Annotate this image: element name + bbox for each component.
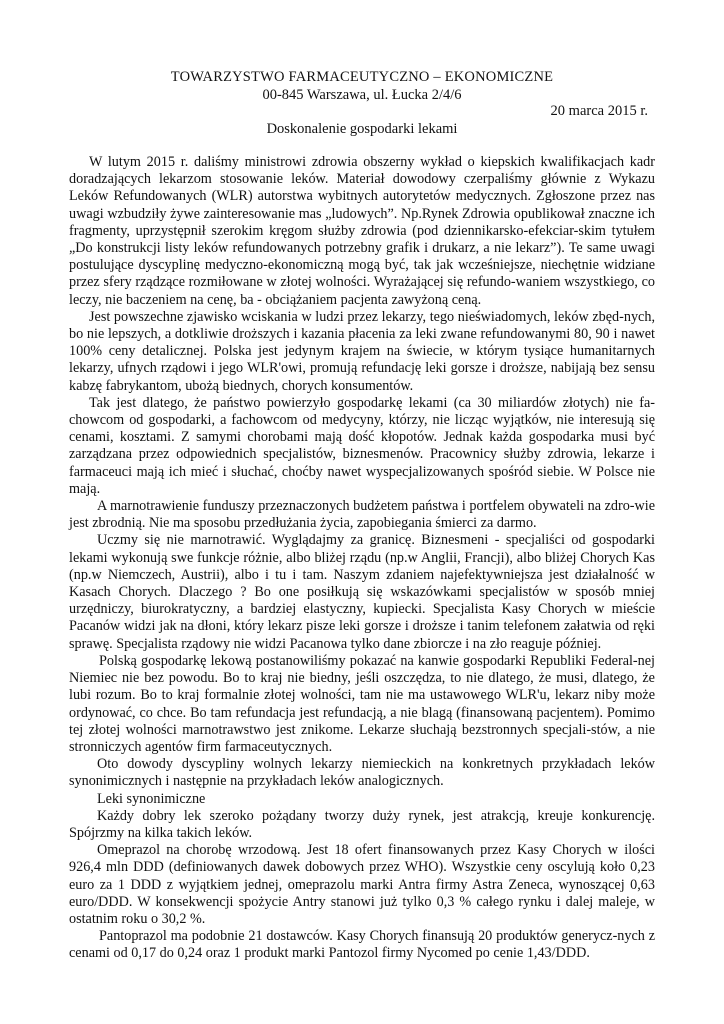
- paragraph-unnecessary-drugs: Jest powszechne zjawisko wciskania w ludzi przez lekarzy, tego nieświadomych, leków zbęd-nych, bo nie lepszych, a dotkliwie droższych i kazania płacenia za leki zwane refundowanymi 80, 90 i nawet 100% ceny detalicznej. Polska jest jedynym krajem na świecie, w którym tysiące humanitarnych lekarzy, ufnych rządowi i jego WLR'owi, promują refundację leki gorsze i droższe, nabijają bez sensu kabzę fabrykantom, ubożą biednych, chorych konsumentów.: [69, 308, 655, 394]
- paragraph-germany: Polską gospodarkę lekową postanowiliśmy pokazać na kanwie gospodarki Republiki Federal-nej Niemiec nie bez powodu. Bo to kraj nie biedny, jeśli oszczędza, to nie dlatego, że musi, dlatego, że lubi rozum. Bo to kraj formalnie złotej wolności, tam nie ma ustawowego WLR'u, lekarz niby może ordynować, co chce. Bo tam refundacja jest refundacją, a nie blagą (finansowaną pacjentem). Pomimo tej złotej wolności marnotrawstwo jest znikome. Lekarze słuchają bezstronnych specjali-stów, a nie stronniczych agentów firm farmaceutycznych.: [69, 652, 655, 755]
- document-body: [69, 154, 655, 963]
- paragraph-evidence: Oto dowody dyscypliny wolnych lekarzy niemieckich na konkretnych przykładach leków synonimicznych i następnie na przykładach leków analogicznych.: [69, 756, 655, 790]
- document-subject: Doskonalenie gospodarki lekami: [266, 121, 458, 137]
- paragraph-pantoprazol: Pantoprazol ma podobnie 21 dostawców. Kasy Chorych finansują 20 produktów generycz-nych z cenami od 0,17 do 0,24 oraz 1 produkt marki Pantozol firmy Nycomed po cenie 1,43/DDD.: [69, 928, 655, 962]
- paragraph-learn-abroad: Uczmy się nie marnotrawić. Wyglądajmy za granicę. Biznesmeni - specjaliści od gospodarki lekami wykonują swe funkcje różnie, albo bliżej rządu (np.w Anglii, Francji), albo bliżej Chorych Kas (np.w Niemczech, Austrii), albo i tu i tam. Naszym zdaniem najefektywniejsza jest działalność w Kasach Chorych. Dlaczego ? Bo one posiłkują się wskazówkami specjalistów w sposób mniej urzędniczy, biurokratyczny, a bardziej elastyczny, kupiecki. Specjalista Kasy Chorych w mieście Pacanów widzi jak na dłoni, który lekarz pisze leki gorsze i droższe i tanim telefonem załatwia od ręki sprawę. Specjalista rządowy nie widzi Pacanowa tylko dane zbiorcze i na zło reaguje później.: [69, 532, 655, 652]
- section-heading-synonymous: Leki synonimiczne: [97, 790, 206, 807]
- paragraph-waste: A marnotrawienie funduszy przeznaczonych budżetem państwa i portfelem obywateli na zdro-wie jest zbrodnią. Nie ma sposobu przedłużania życia, zapobiegania śmierci za darmo.: [69, 498, 655, 532]
- organization-name: TOWARZYSTWO FARMACEUTYCZNO – EKONOMICZNE: [170, 69, 554, 85]
- paragraph-intro: W lutym 2015 r. daliśmy ministrowi zdrowia obszerny wykład o kiepskich kwalifikacjach kadr doradzających lekarzom stosowanie leków. Materiał dowodowy czerpaliśmy głównie z Wykazu Leków Refundowanych (WLR) autorstwa wybitnych autorytetów medycznych. Zgłoszone przez nas uwagi wzbudziły żywe zainteresowanie mas „ludowych”. Np.Rynek Zdrowia opublikował znaczne ich fragmenty, uprzystępnił szerokim kręgom służby zdrowia (pod dziennikarsko-efekciar-skim tytułem „Do konstrukcji listy leków refundowanych potrzebny grafik i drukarz, a nie lekarz”). Te same uwagi postulujące dyscyplinę medyczno-ekonomiczną mogą być, tak jak wcześniejsze, niechętnie widziane przez sfery rządzące rozmiłowane w złotej wolności. Wyrażającej się refundo-waniem wszystkiego, co leczy, nie baczeniem na cenę, ba - obciążaniem pacjenta zawyżoną ceną.: [69, 154, 655, 308]
- organization-address: 00-845 Warszawa, ul. Łucka 2/4/6: [262, 87, 462, 103]
- paragraph-omeprazol: Omeprazol na chorobę wrzodową. Jest 18 ofert finansowanych przez Kasy Chorych w ilości 926,4 mln DDD (definiowanych dawek dobowych przez WHO). Wszystkie ceny oscylują koło 0,23 euro za 1 DDD z wyjątkiem jednej, omeprazolu marki Antra firmy Astra Zeneca, wynoszącej 0,63 euro/DDD. W konsekwencji spożycie Antry stanowi już tylko 0,3 % całego rynku i dalej maleje, w ostatnim roku o 30,2 %.: [69, 842, 655, 927]
- paragraph-good-drug: Każdy dobry lek szeroko pożądany tworzy duży rynek, jest atrakcją, kreuje konkurencję. Spójrzmy na kilka takich leków.: [69, 807, 655, 841]
- document-date: 20 marca 2015 r.: [550, 103, 648, 119]
- paragraph-management: Tak jest dlatego, że państwo powierzyło gospodarkę lekami (ca 30 miliardów złotych) nie fa-chowcom od gospodarki, a fachowcom od medycyny, którzy, nie licząc wyjątków, nie interesują się cenami, kosztami. Z samymi chorobami mają dość kłopotów. Jednak każda gospodarka musi być zarządzana przez odpowiednich specjalistów, biznesmenów. Pracownicy służby zdrowia, lekarze i farmaceuci mają ich mieć i słuchać, choćby nawet wyspecjalizowanych spośród siebie. W Polsce nie mają.: [69, 394, 655, 497]
